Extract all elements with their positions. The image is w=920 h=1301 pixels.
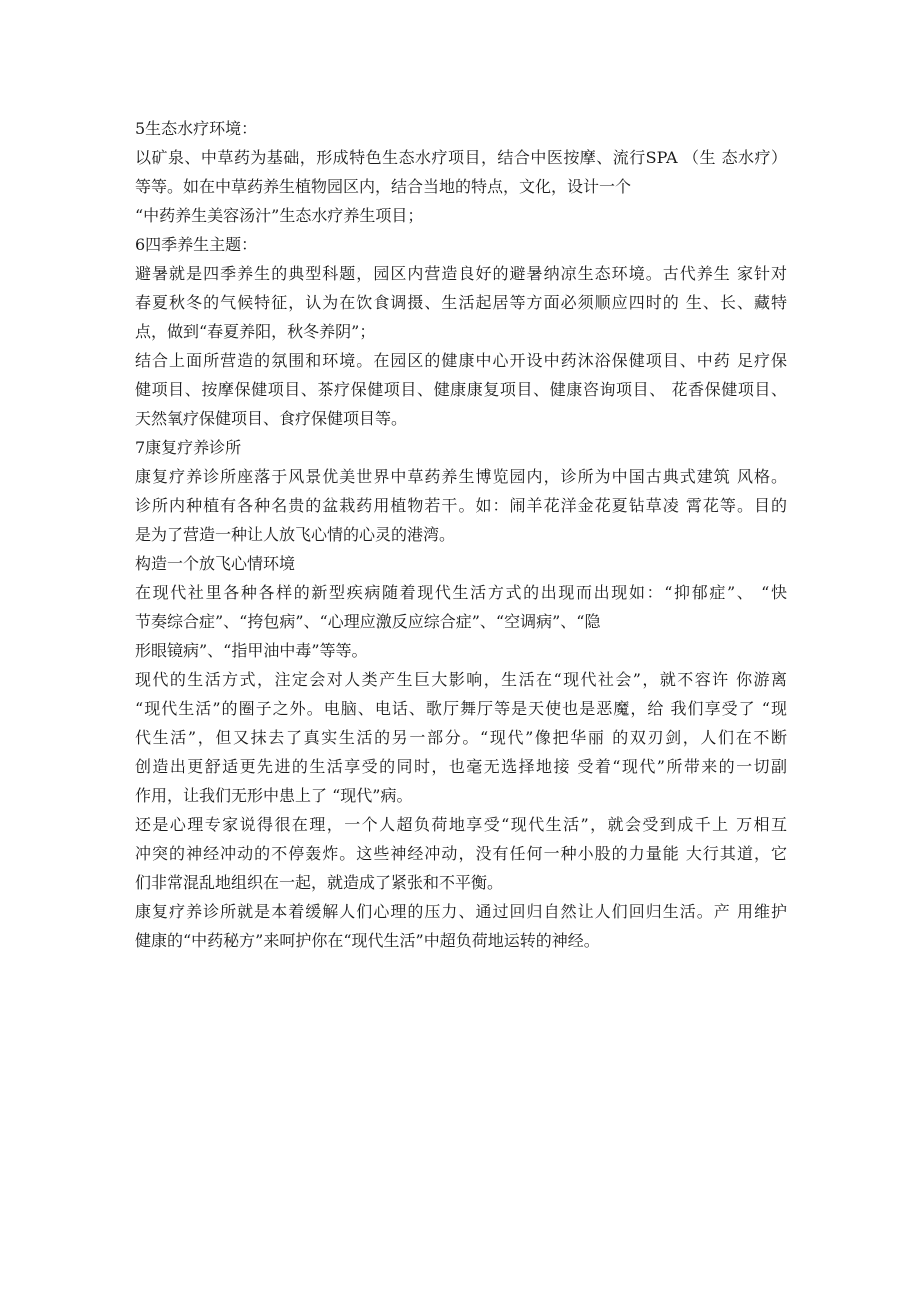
paragraph-line: 形眼镜病”、“指甲油中毒”等等。	[135, 641, 368, 660]
paragraph-line: 现代的生活方式，注定会对人类产生巨大影响，生活在“现代社会”，就不容许 你游离	[135, 670, 787, 689]
paragraph-line: 还是心理专家说得很在理，一个人超负荷地享受“现代生活”，就会受到成千上 万相互	[135, 815, 787, 834]
section-heading: 5生态水疗环境：	[135, 119, 258, 138]
paragraph-line: 健项目、按摩保健项目、茶疗保健项目、健康康复项目、健康咨询项目、 花香保健项目、	[135, 380, 787, 399]
paragraph-line: “中药养生美容汤汁”生态水疗养生项目；	[135, 206, 424, 225]
paragraph-line: 康复疗养诊所就是本着缓解人们心理的压力、通过回归自然让人们回归生活。产 用维护	[135, 902, 787, 921]
section-heading: 7康复疗养诊所	[135, 438, 242, 457]
paragraph-line: 以矿泉、中草药为基础，形成特色生态水疗项目，结合中医按摩、流行SPA （生 态水疗）	[135, 148, 787, 167]
paragraph-line: 避暑就是四季养生的典型科题，园区内营造良好的避暑纳凉生态环境。古代养生 家针对	[135, 264, 787, 283]
paragraph-line: 在现代社里各种各样的新型疾病随着现代生活方式的出现而出现如：“抑郁症”、 “快	[135, 583, 787, 602]
paragraph-line: 冲突的神经冲动的不停轰炸。这些神经冲动，没有任何一种小股的力量能 大行其道，它	[135, 844, 787, 863]
paragraph-line: 天然氧疗保健项目、食疗保健项目等。	[135, 409, 408, 428]
paragraph-line: 点，做到“春夏养阳，秋冬养阴”；	[135, 322, 376, 341]
paragraph-line: 结合上面所营造的氛围和环境。在园区的健康中心开设中药沐浴保健项目、中药 足疗保	[135, 351, 787, 370]
paragraph-line: 健康的“中药秘方”来呵护你在“现代生活”中超负荷地运转的神经。	[135, 931, 600, 950]
paragraph-line: 们非常混乱地组织在一起，就造成了紧张和不平衡。	[135, 873, 504, 892]
paragraph-line: 是为了营造一种让人放飞心情的心灵的港湾。	[135, 525, 456, 544]
paragraph-line: 等等。如在中草药养生植物园区内，结合当地的特点，文化，设计一个	[135, 177, 632, 196]
section-heading: 6四季养生主题：	[135, 235, 258, 254]
paragraph-line: 创造出更舒适更先进的生活享受的同时，也毫无选择地接 受着“现代”所带来的一切副	[135, 757, 787, 776]
paragraph-line: 康复疗养诊所座落于风景优美世界中草药养生博览园内，诊所为中国古典式建筑 风格。	[135, 467, 787, 486]
paragraph-line: 诊所内种植有各种名贵的盆栽药用植物若干。如：闹羊花洋金花夏钻草凌 霄花等。目的	[135, 496, 787, 515]
paragraph-line: 春夏秋冬的气候特征，认为在饮食调摄、生活起居等方面必须顺应四时的 生、长、藏特	[135, 293, 787, 312]
paragraph-line: “现代生活”的圈子之外。电脑、电话、歌厅舞厅等是天使也是恶魔，给 我们享受了 “现	[135, 699, 787, 718]
paragraph-line: 构造一个放飞心情环境	[135, 554, 296, 573]
document-body	[135, 114, 787, 955]
paragraph-line: 作用，让我们无形中患上了 “现代”病。	[135, 786, 413, 805]
paragraph-line: 节奏综合症”、“挎包病”、“心理应激反应综合症”、“空调病”、“隐	[135, 612, 601, 631]
paragraph-line: 代生活”，但又抹去了真实生活的另一部分。“现代”像把华丽 的双刃剑，人们在不断	[135, 728, 787, 747]
